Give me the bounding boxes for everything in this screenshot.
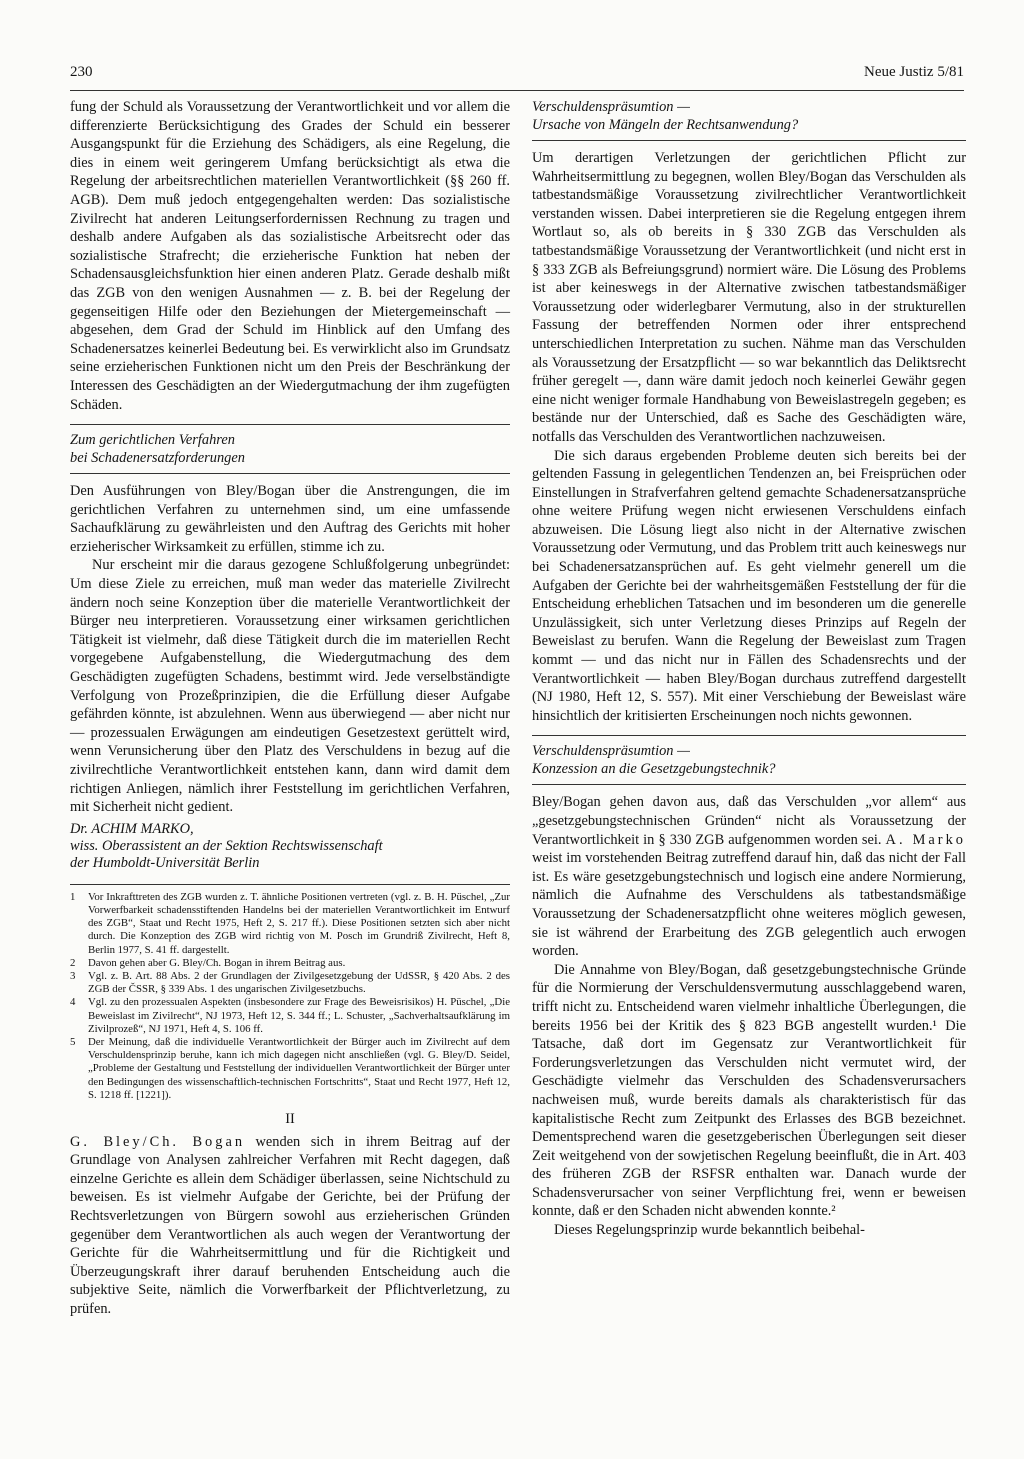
footnote [70, 970, 510, 996]
heading-rule [532, 784, 966, 785]
footnote [70, 996, 510, 1036]
footnote-number: 4 [70, 996, 76, 1009]
right-heading-2-line-1: Verschuldenspräsumtion — [532, 743, 690, 760]
heading-rule [70, 473, 510, 474]
footnote-text: Vgl. zu den prozessualen Aspekten (insbesondere zur Frage des Beweisrisikos) H. Püschel, „Die Beweislast im Zivilrecht“, NJ 1973, Heft 12, S. 344 ff.; L. Schuster, „Sachverhaltsaufklärung im Zivilprozeß“, NJ 1971, Heft 4, S. 106 ff. [88, 996, 510, 1035]
right-paragraph-2: Die sich daraus ergebenden Probleme deuten sich bereits bei der geltenden Fassung in gelegentlichen Tendenzen an, bei Freisprüchen oder Einstellungen in Strafverfahren geltend gemachte Schadenersatzansprüche ohne weitere Prüfung wegen nicht erwiesenen Verschuldens einfach abzuweisen. Die Lösung liegt also nicht in der Alternative zwischen Voraussetzung oder Vermutung, und das Problem tritt auch keineswegs nur bei Schadenersatzansprüchen auf. Es geht vielmehr generell um die Aufgaben der Gerichte bei der wahrheitsgemäßen Feststellung der für die Entscheidung erheblichen Tatsachen und im besonderen um die generelle Unzulässigkeit, sich unter Verletzung dieses Prinzips auf Regeln der Beweislast zu berufen. Wann die Regelung der Beweislast zum Tragen kommt — und das nicht nur in Fällen des Schadensrechts und der Verantwortlichkeit — haben Bley/Bogan durchaus zutreffend dargestellt (NJ 1980, Heft 12, S. 557). Mit einer Verschiebung der Beweislast wäre hinsichtlich der kritisierten Erscheinungen noch nichts gewonnen. [532, 447, 966, 724]
footnote-text: Vor Inkrafttreten des ZGB wurden z. T. ähnliche Positionen vertreten (vgl. z. B. H. Püschel, „Zur Vorwerfbarkeit schadensstiftenden Handelns bei der materiellen Verantwortlichkeit im Entwurf des ZGB“, Staat und Recht 1975, Heft 2, S. 217 ff.). Diese Positionen setzten sich aber nicht durch. Die Konzeption des ZGB wird richtig von M. Posch im Grundriß Zivilrecht, Heft 8, Berlin 1977, S. 41 ff. dargestellt. [88, 890, 510, 956]
right-section-heading-2 [532, 735, 966, 785]
left-section-heading [70, 424, 510, 474]
author-affiliation-2: der Humboldt-Universität Berlin [70, 854, 260, 871]
right-paragraph-3-b: weist im vorstehenden Beitrag zutreffend darauf hin, daß das nicht der Fall ist. Es wäre gesetzgebungstechnisch und logisch eine andere Normierung, nämlich die Aufnahme des Verschuldens als tatbestandsmäßige Voraussetzung der Schadenersatzpflicht ohne weiteres möglich gewesen, sie ist während der Erarbeitung des ZGB gelegentlich auch erwogen worden. [532, 850, 966, 960]
right-heading-2-line-2: Konzession an die Gesetzgebungstechnik? [532, 761, 776, 778]
author-block [70, 821, 510, 872]
left-paragraph-2: Den Ausführungen von Bley/Bogan über die Anstrengungen, die im gerichtlichen Verfahren zu unternehmen sind, um eine umfassende Sachaufklärung zu gewährleisten und den Auftrag des Gerichts mit hoher erzieherischer Wirksamkeit zu erfüllen, stimme ich zu. [70, 483, 510, 555]
left-paragraph-3: Nur erscheint mir die daraus gezogene Schlußfolgerung unbegründet: Um diese Ziele zu erreichen, muß man weder das materielle Zivilrecht ändern noch seine Konzeption über die materielle Verantwortlichkeit der Bürger neu interpretieren. Voraussetzung einer wirksamen gerichtlichen Tätigkeit ist vielmehr, daß diese Tätigkeit durch die im materiellen Recht vorgegebene Aufgabenstellung, die Wiedergutmachung des dem Geschädigten zugefügten Schadens, bestimmt wird. Jede verselbständigte Verfolgung von Prozeßprinzipien, die die Erfüllung dieser Aufgabe gefährden könnte, ist abzulehnen. Wenn aus überwiegend — aber nicht nur — prozessualen Erwägungen am eindeutigen Gesetzestext gerüttelt wird, wenn Verunsicherung über den Platz des Verschuldens in bezug auf die zivilrechtliche Verantwortlichkeit entstehen kann, dann wird damit dem richtigen Anliegen, nämlich ihrer Feststellung im gerichtlichen Verfahren, mit Sicherheit nicht gedient. [70, 557, 510, 816]
right-paragraph-3-a: Bley/Bogan gehen davon aus, daß das Verschulden „vor allem“ aus „gesetzgebungstechnischen Gründen“ nicht als Voraussetzung der Verantwortlichkeit in § 330 ZGB aufgenommen worden sei. [532, 794, 966, 848]
left-heading-line-2: bei Schadenersatzforderungen [70, 450, 245, 467]
right-heading-1-line-1: Verschuldenspräsumtion — [532, 99, 690, 115]
author-names-spaced: G. Bley/Ch. Bogan [70, 1133, 246, 1150]
page-number: 230 [70, 64, 93, 80]
right-section-heading-1 [532, 98, 966, 141]
left-paragraph-4-text: wenden sich in ihrem Beitrag auf der Grundlage von Analysen zahlreicher Verfahren mit Recht dagegen, daß einzelne Gerichte es allein dem Schädiger überlassen, seine Nichtschuld zu beweisen. Es ist vielmehr Aufgabe der Gerichte, bei der Prüfung der Rechtsverletzungen von Bürgern sowohl aus erzieherischen Gründen gegenüber dem Verantwortlichen als auch wegen der Verantwortung der Gerichte für die Wahrheitsermittlung und für die Richtigkeit und Überzeugungskraft ihrer darauf beruhenden Entscheidung auch die subjektive Seite, nämlich die Vorwerfbarkeit der Pflichtverletzung, zu prüfen. [70, 1133, 511, 1317]
section-numeral: II [285, 1111, 295, 1128]
footnote-text: Vgl. z. B. Art. 88 Abs. 2 der Grundlagen der Zivilgesetzgebung der UdSSR, § 420 Abs. 2 des ZGB der ČSSR, § 339 Abs. 1 des ungarischen Zivilgesetzbuchs. [88, 970, 510, 996]
footnote-number: 2 [70, 956, 76, 969]
journal-issue: Neue Justiz 5/81 [864, 64, 964, 80]
right-paragraph-4: Die Annahme von Bley/Bogan, daß gesetzgebungstechnische Gründe für die Normierung der Verschuldensvermutung ausschlaggebend waren, trifft nicht zu. Entscheidend waren vielmehr inhaltliche Überlegungen, die bereits 1956 bei der Kritik des § 823 BGB angestellt wurden.¹ Die Tatsache, daß dort im Gegensatz zur Verantwortlichkeit für Forderungsverletzungen das Verschulden nicht vermutet wird, der Geschädigte vielmehr das Verschulden des Schadensverursachers nachweisen muß, wurde bereits damals als charakteristisch für das kapitalistische Recht zum Zeitpunkt des Erlasses des BGB bezeichnet. Dementsprechend waren die gesetzgeberischen Überlegungen seit dieser Zeit weitgehend von der sowjetischen Regelung beeinflußt, die in Art. 403 des früheren ZGB der RSFSR enthalten war. Danach wurde der Schadensverursacher von seiner Verpflichtung frei, wenn er beweisen konnte, daß er den Schaden nicht abwenden konnte.² [532, 961, 966, 1220]
footnotes [70, 884, 510, 1102]
page-header [70, 64, 964, 91]
footnote-text: Der Meinung, daß die individuelle Verantwortlichkeit der Bürger auch im Zivilrecht auf dem Verschuldensprinzip beruhe, kann ich mich dagegen nicht anschließen (vgl. G. Bley/D. Seidel, „Probleme der Gestaltung und Feststellung der individuellen Verantwortlichkeit der Bürger unter den Bedingungen des wissenschaftlich-technischen Fortschritts“, Staat und Recht 1977, Heft 12, S. 1218 ff. [1221]). [88, 1036, 510, 1101]
heading-rule [532, 140, 966, 141]
right-paragraph-5: Dieses Regelungsprinzip wurde bekanntlich beibehal- [554, 1222, 865, 1239]
right-heading-1-line-2: Ursache von Mängeln der Rechtsanwendung? [532, 117, 799, 133]
author-affiliation-1: wiss. Oberassistent an der Sektion Rechtswissenschaft [70, 837, 383, 854]
left-paragraph-1: fung der Schuld als Voraussetzung der Verantwortlichkeit und vor allem die differenzierte Berücksichtigung des Grades der Schuld ein besserer Ausgangspunkt für die Erziehung des Schädigers, als eine Regelung, die dies in einem weit geringerem Umfang berücksichtigt als etwa die Regelung der arbeitsrechtlichen materiellen Verantwortlichkeit (§§ 260 ff. AGB). Dem muß jedoch entgegengehalten werden: Das sozialistische Zivilrecht hat anderen Leitungserfordernissen Rechnung zu tragen und deshalb andere Aufgaben als das sozialistische Arbeitsrecht oder das sozialistische Strafrecht; die erzieherische Funktion hat neben der Schadensausgleichsfunktion hier einen anderen Platz. Gerade deshalb mißt das ZGB von den wenigen Ausnahmen — z. B. bei der Regelung der gegenseitigen Hilfe oder den Beziehungen der Mietergemeinschaft — abgesehen, dem Grad der Schuld im Hinblick auf den Umfang des Schadenersatzes keinerlei Bedeutung bei. Es verwirklicht also im Grundsatz seine erzieherischen Funktionen nicht um den Preis der Beschränkung der Interessen des Geschädigten an der Wiedergutmachung der ihm zugefügten Schäden. [70, 99, 510, 413]
right-paragraph-3 [532, 793, 966, 960]
left-paragraph-4 [70, 1133, 510, 1319]
left-column [70, 98, 510, 1419]
footnote-text: Davon gehen aber G. Bley/Ch. Bogan in ihrem Beitrag aus. [88, 956, 346, 969]
footnote [70, 891, 510, 957]
footnote-number: 3 [70, 970, 76, 982]
right-column [532, 98, 966, 1419]
footnote-number: 5 [70, 1036, 76, 1049]
author-name-spaced: A. Marko [885, 831, 966, 848]
footnote-number: 1 [70, 890, 76, 903]
author-name: Dr. ACHIM MARKO, [70, 820, 194, 837]
left-heading-line-1: Zum gerichtlichen Verfahren [70, 432, 235, 449]
footnote [70, 1036, 510, 1102]
footnote [70, 957, 510, 970]
right-paragraph-1: Um derartigen Verletzungen der gerichtlichen Pflicht zur Wahrheitsermittlung zu begegnen, wollen Bley/Bogan das Verschulden als tatbestandsmäßige Voraussetzung zivilrechtlicher Verantwortlichkeit verstanden wissen. Dabei interpretieren sie die Regelung entgegen ihrem Wortlaut so, als ob bereits in § 330 ZGB das Verschulden als tatbestandsmäßige Voraussetzung der Verantwortlichkeit (und nicht erst in § 333 ZGB als Befreiungsgrund) normiert wäre. Die Lösung des Problems ist aber keineswegs in der Alternative zwischen tatbestandsmäßiger Voraussetzung oder widerlegbarer Vermutung, also in der strukturellen Fassung der betreffenden Normen oder ihrer entsprechend unterschiedlichen Interpretation zu suchen. Nähme man das Verschulden als Voraussetzung der Ersatzpflicht — so war bekanntlich das Deliktsrecht früher geregelt —, dann wäre damit jedoch noch keinerlei Gewähr gegen eine nicht weniger formale Handhabung von Beweislastregeln gegeben; es bestände nur der Unterschied, daß es Sache des Geschädigten wäre, notfalls das Verschulden des Verantwortlichen nachzuweisen. [532, 150, 966, 445]
